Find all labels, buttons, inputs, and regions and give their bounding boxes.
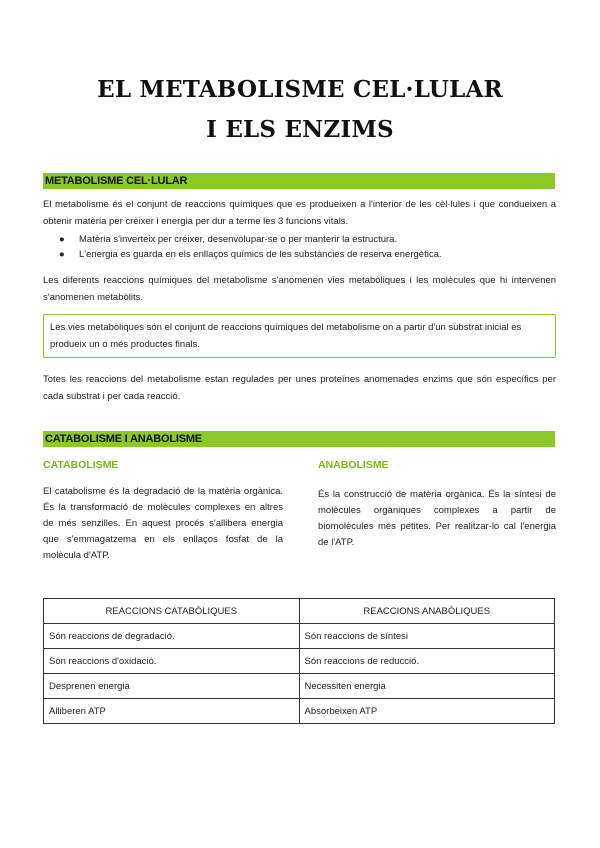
table-cell: Alliberen ATP [44, 699, 300, 724]
reactions-comparison-table [43, 598, 555, 724]
page-title-line2: I ELS ENZIMS [206, 116, 394, 143]
table-row [44, 624, 555, 649]
catabolism-title: CATABOLISME [43, 459, 119, 471]
catabolism-text: El catabolisme és la degradació de la matèria orgànica. És la transformació de molècules complexes en altres de més senzilles. En aquest procés s'allibera energia que s'emmagatzema en els enllaços fosfat de la molècula d'ATP. [43, 486, 283, 561]
anabolism-title: ANABOLISME [318, 459, 389, 471]
table-row [44, 649, 555, 674]
table-row [44, 674, 555, 699]
table-cell: Són reaccions de síntesi [299, 624, 555, 649]
anabolism-text: És la construcció de matèria orgànica. És la síntesi de molècules orgàniques complexes a partir de biomolècules més petites. Per realitzar-lo cal l'energia de l'ATP. [318, 489, 556, 548]
table-cell: Desprenen energia [44, 674, 300, 699]
metabolic-pathways-paragraph: Les diferents reaccions químiques del metabolisme s'anomenen vies metabòliques i les molècules que hi intervenen s'anomenen metabòlits. [43, 275, 556, 303]
highlight-box: Les vies metabòliques són el conjunt de reaccions químiques del metabolisme on a partir d'un substrat inicial es produeix un o més productes finals. [43, 314, 556, 358]
bullet-dot-icon: ● [59, 234, 65, 245]
intro-paragraph: El metabolisme és el conjunt de reaccions químiques que es produeixen a l'interior de les cèl·lules i que condueixen a obtenir matèria per crèixer i energia per dur a terme les 3 funcions vitals. [43, 199, 556, 227]
table-cell: Són reaccions de degradació. [44, 624, 300, 649]
table-cell: Són reaccions de reducció. [299, 649, 555, 674]
table-row [44, 699, 555, 724]
page-title-line1: EL METABOLISME CEL·LULAR [97, 76, 503, 103]
table-cell: Necessiten energia [299, 674, 555, 699]
table-cell: Són reaccions d'oxidació. [44, 649, 300, 674]
bullet-dot-icon: ● [59, 249, 65, 260]
section-heading-metabolism: METABOLISME CEL·LULAR [43, 173, 555, 189]
enzymes-paragraph: Totes les reaccions del metabolisme estan regulades per unes proteïnes anomenades enzims que són específics per cada substrat i per cada reacció. [43, 374, 556, 402]
section-heading-catabolism-anabolism: CATABOLISME I ANABOLISME [43, 431, 555, 447]
table-header-anabolic: REACCIONS ANABÒLIQUES [299, 599, 555, 624]
table-cell: Absorbeixen ATP [299, 699, 555, 724]
table-header-catabolic: REACCIONS CATABÒLIQUES [44, 599, 300, 624]
table-header-row [44, 599, 555, 624]
